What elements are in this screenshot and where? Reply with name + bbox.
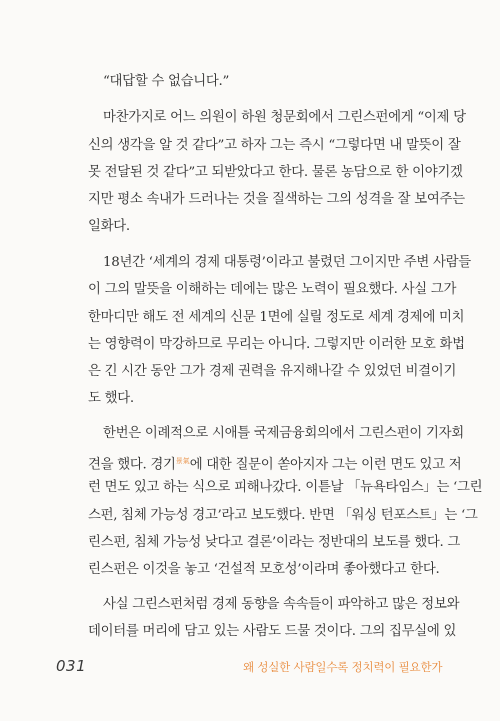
body-text-line: 린스펀, 침체 가능성 낮다고 결론’이라는 정반대의 보도를 했다. 그 [88, 535, 461, 550]
page-number: 031 [56, 657, 87, 675]
body-text-line: 마찬가지로 어느 의원이 하원 청문회에서 그린스펀에게 “이제 당 [103, 110, 466, 125]
body-text-line: 사실 그린스펀처럼 경제 동향을 속속들이 파악하고 많은 정보와 [103, 597, 460, 612]
body-text-line: “대답할 수 없습니다.” [103, 74, 230, 89]
body-text-line: 지만 평소 속내가 드러나는 것을 질색하는 그의 성격을 잘 보여주는 [88, 192, 465, 207]
body-text-line: 스펀, 침체 가능성 경고’라고 보도했다. 반면 「워싱 턴포스트」는 ‘그 [88, 508, 478, 523]
hanja-annotation: 景氣 [175, 457, 190, 465]
body-text-line: 은 긴 시간 동안 그가 경제 권력을 유지해나갈 수 있었던 비결이기 [88, 364, 457, 379]
body-text-line: 도 했다. [88, 391, 134, 406]
body-text-line: 신의 생각을 알 것 같다”고 하자 그는 즉시 “그렇다면 내 말뜻이 잘 [88, 138, 461, 153]
body-text-line: 데이터를 머리에 담고 있는 사람도 드물 것이다. 그의 집무실에 있 [88, 624, 457, 639]
body-text-line: 린스펀은 이것을 놓고 ‘건설적 모호성’이라며 좋아했다고 한다. [88, 562, 440, 577]
body-text-segment: 견을 했다. 경기 [88, 457, 176, 473]
body-text-line: 런 면도 있고 하는 식으로 피해나갔다. 이튿날 「뉴욕타임스」는 ‘그린 [88, 480, 483, 495]
body-text-line: 는 영향력이 막강하므로 무리는 아니다. 그렇지만 이러한 모호 화법 [88, 337, 465, 352]
body-text-line: 한번은 이례적으로 시애틀 국제금융회의에서 그린스펀이 기자회 [103, 426, 464, 441]
body-text-line: 18년간 ‘세계의 경제 대통령’이라고 불렸던 그이지만 주변 사람들 [103, 255, 471, 270]
running-header: 왜 성실한 사람일수록 정치력이 필요한가 [243, 660, 443, 674]
body-text-line [88, 451, 462, 473]
body-text-line: 이 그의 말뜻을 이해하는 데에는 많은 노력이 필요했다. 사실 그가 [88, 282, 457, 297]
body-text-line: 일화다. [88, 219, 130, 234]
body-text-segment: 에 대한 질문이 쏟아지자 그는 이런 면도 있고 저 [189, 457, 462, 473]
body-text-line: 못 전달된 것 같다”고 되받았다고 한다. 물론 농담으로 한 이야기겠 [88, 165, 463, 180]
body-text-line: 한마디만 해도 전 세계의 신문 1면에 실릴 정도로 세계 경제에 미치 [88, 310, 465, 325]
